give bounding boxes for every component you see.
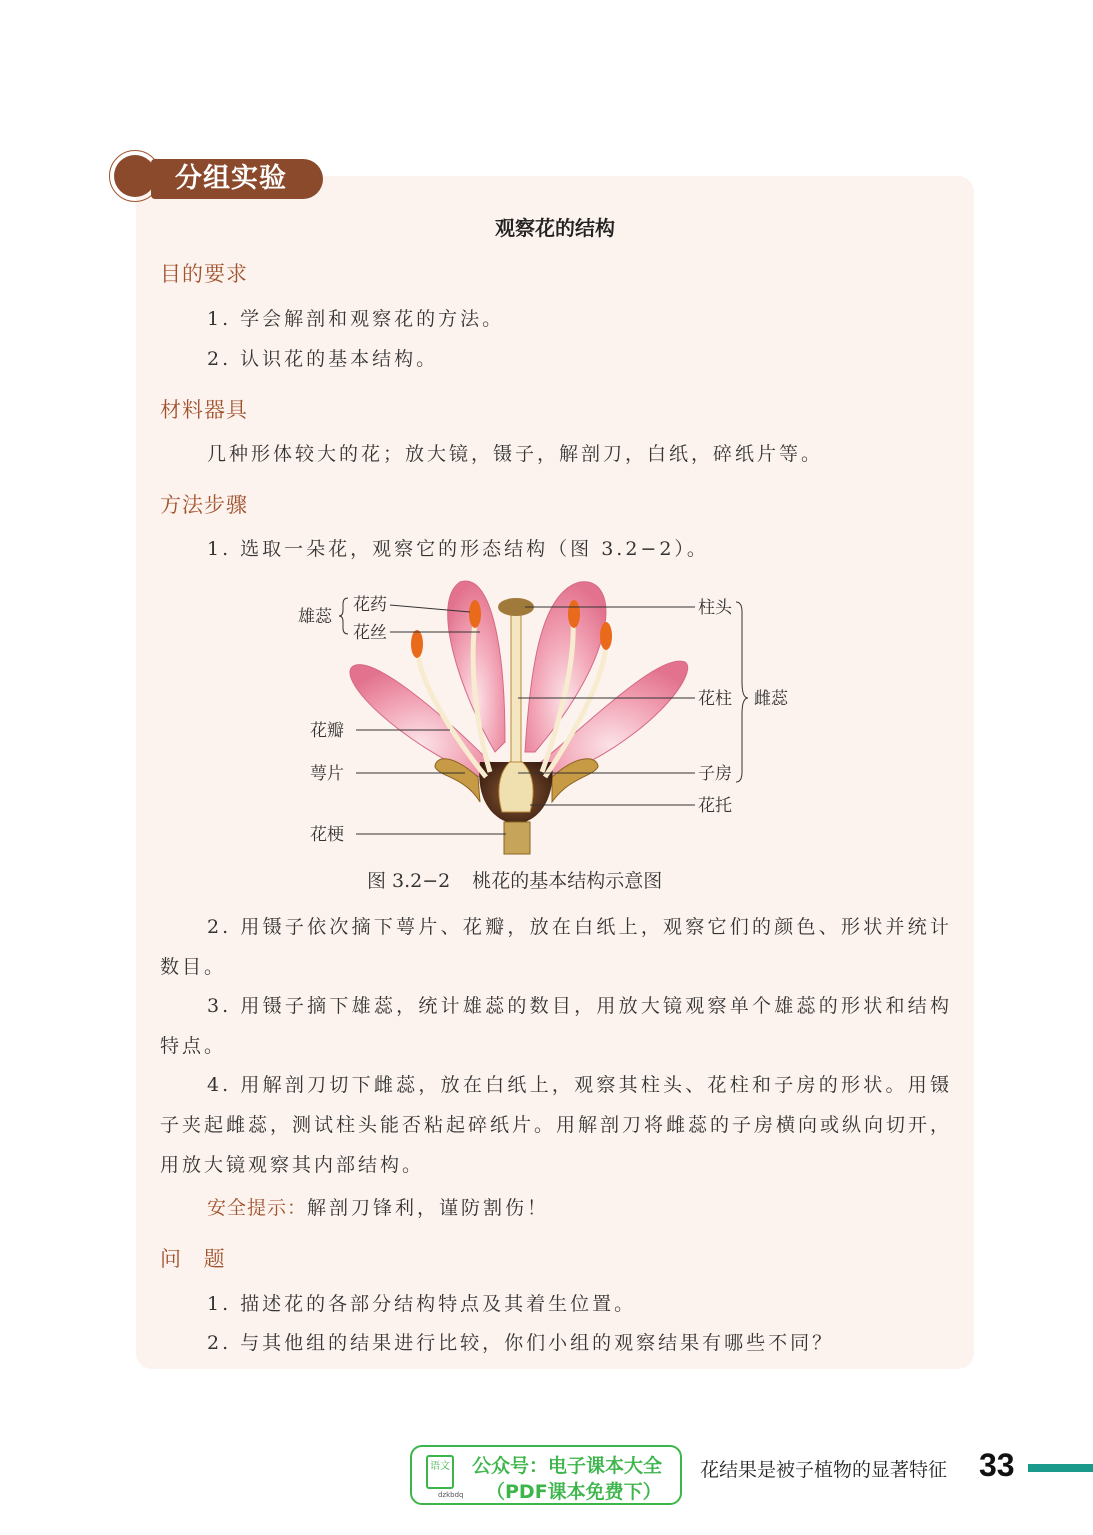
label-pedicel: 花梗 <box>310 825 344 845</box>
label-receptacle: 花托 <box>698 796 732 816</box>
pedicel-stalk <box>504 822 530 854</box>
book-icon <box>426 1455 454 1489</box>
label-ovary: 子房 <box>698 764 732 784</box>
label-style: 花柱 <box>698 689 732 709</box>
peach-flower-illustration <box>290 572 810 862</box>
watermark-sub: dzkbdq <box>438 1491 464 1499</box>
method-step-2: 2. 用镊子依次摘下萼片、花瓣，放在白纸上，观察它们的颜色、形状并统计数目。 <box>160 916 952 978</box>
label-stamen: 雄蕊 <box>298 607 332 627</box>
safety-note <box>207 1193 549 1220</box>
figure-caption-text: 桃花的基本结构示意图 <box>472 870 663 892</box>
objective-item-2: 2. 认识花的基本结构。 <box>207 348 439 370</box>
book-icon-text: 语文 <box>430 1461 450 1472</box>
page-number: 33 <box>979 1447 1015 1483</box>
anther-2 <box>411 630 423 658</box>
anther-3 <box>568 600 580 628</box>
section-badge-label: 分组实验 <box>151 159 323 199</box>
method-step-3: 3. 用镊子摘下雄蕊，统计雄蕊的数目，用放大镜观察单个雄蕊的形状和结构特点。 <box>160 995 952 1057</box>
method-step-4: 4. 用解剖刀切下雌蕊，放在白纸上，观察其柱头、花柱和子房的形状。用镊子夹起雌蕊，测试柱头能否粘起碎纸片。用解剖刀将雌蕊的子房横向或纵向切开，用放大镜观察其内部结构。 <box>160 1074 953 1176</box>
questions-heading: 问 题 <box>160 1247 233 1271</box>
objective-item-1: 1. 学会解剖和观察花的方法。 <box>207 308 505 330</box>
anther-4 <box>600 622 612 650</box>
label-filament: 花丝 <box>353 623 387 643</box>
watermark-line-2: （PDF课本免费下） <box>486 1481 662 1503</box>
safety-text: 解剖刀锋利，谨防割伤！ <box>307 1197 550 1219</box>
method-step-1: 1. 选取一朵花，观察它的形态结构（图 3.2−2）。 <box>207 538 709 560</box>
label-sepal: 萼片 <box>310 764 344 784</box>
objectives-heading: 目的要求 <box>160 262 248 286</box>
question-item-1: 1. 描述花的各部分结构特点及其着生位置。 <box>207 1293 637 1315</box>
footer-chapter-text: 花结果是被子植物的显著特征 <box>700 1459 948 1481</box>
label-stigma: 柱头 <box>698 598 732 618</box>
materials-heading: 材料器具 <box>160 398 248 422</box>
flower-diagram <box>290 572 810 866</box>
page-bar <box>1028 1464 1093 1472</box>
label-pistil: 雌蕊 <box>754 689 788 709</box>
question-item-2: 2. 与其他组的结果进行比较，你们小组的观察结果有哪些不同？ <box>207 1332 835 1354</box>
materials-text: 几种形体较大的花；放大镜，镊子，解剖刀，白纸，碎纸片等。 <box>207 443 824 465</box>
style <box>511 612 521 762</box>
safety-label: 安全提示： <box>207 1197 308 1219</box>
figure-caption <box>367 866 662 893</box>
figure-caption-number: 图 3.2−2 <box>367 870 451 892</box>
label-anther: 花药 <box>353 595 387 615</box>
method-heading: 方法步骤 <box>160 493 248 517</box>
label-petal: 花瓣 <box>310 721 344 741</box>
watermark-line-1: 公众号：电子课本大全 <box>472 1455 663 1477</box>
badge-dot-icon <box>114 155 156 197</box>
anther-1 <box>469 600 481 628</box>
watermark-badge <box>410 1445 682 1505</box>
experiment-title: 观察花的结构 <box>495 216 615 240</box>
